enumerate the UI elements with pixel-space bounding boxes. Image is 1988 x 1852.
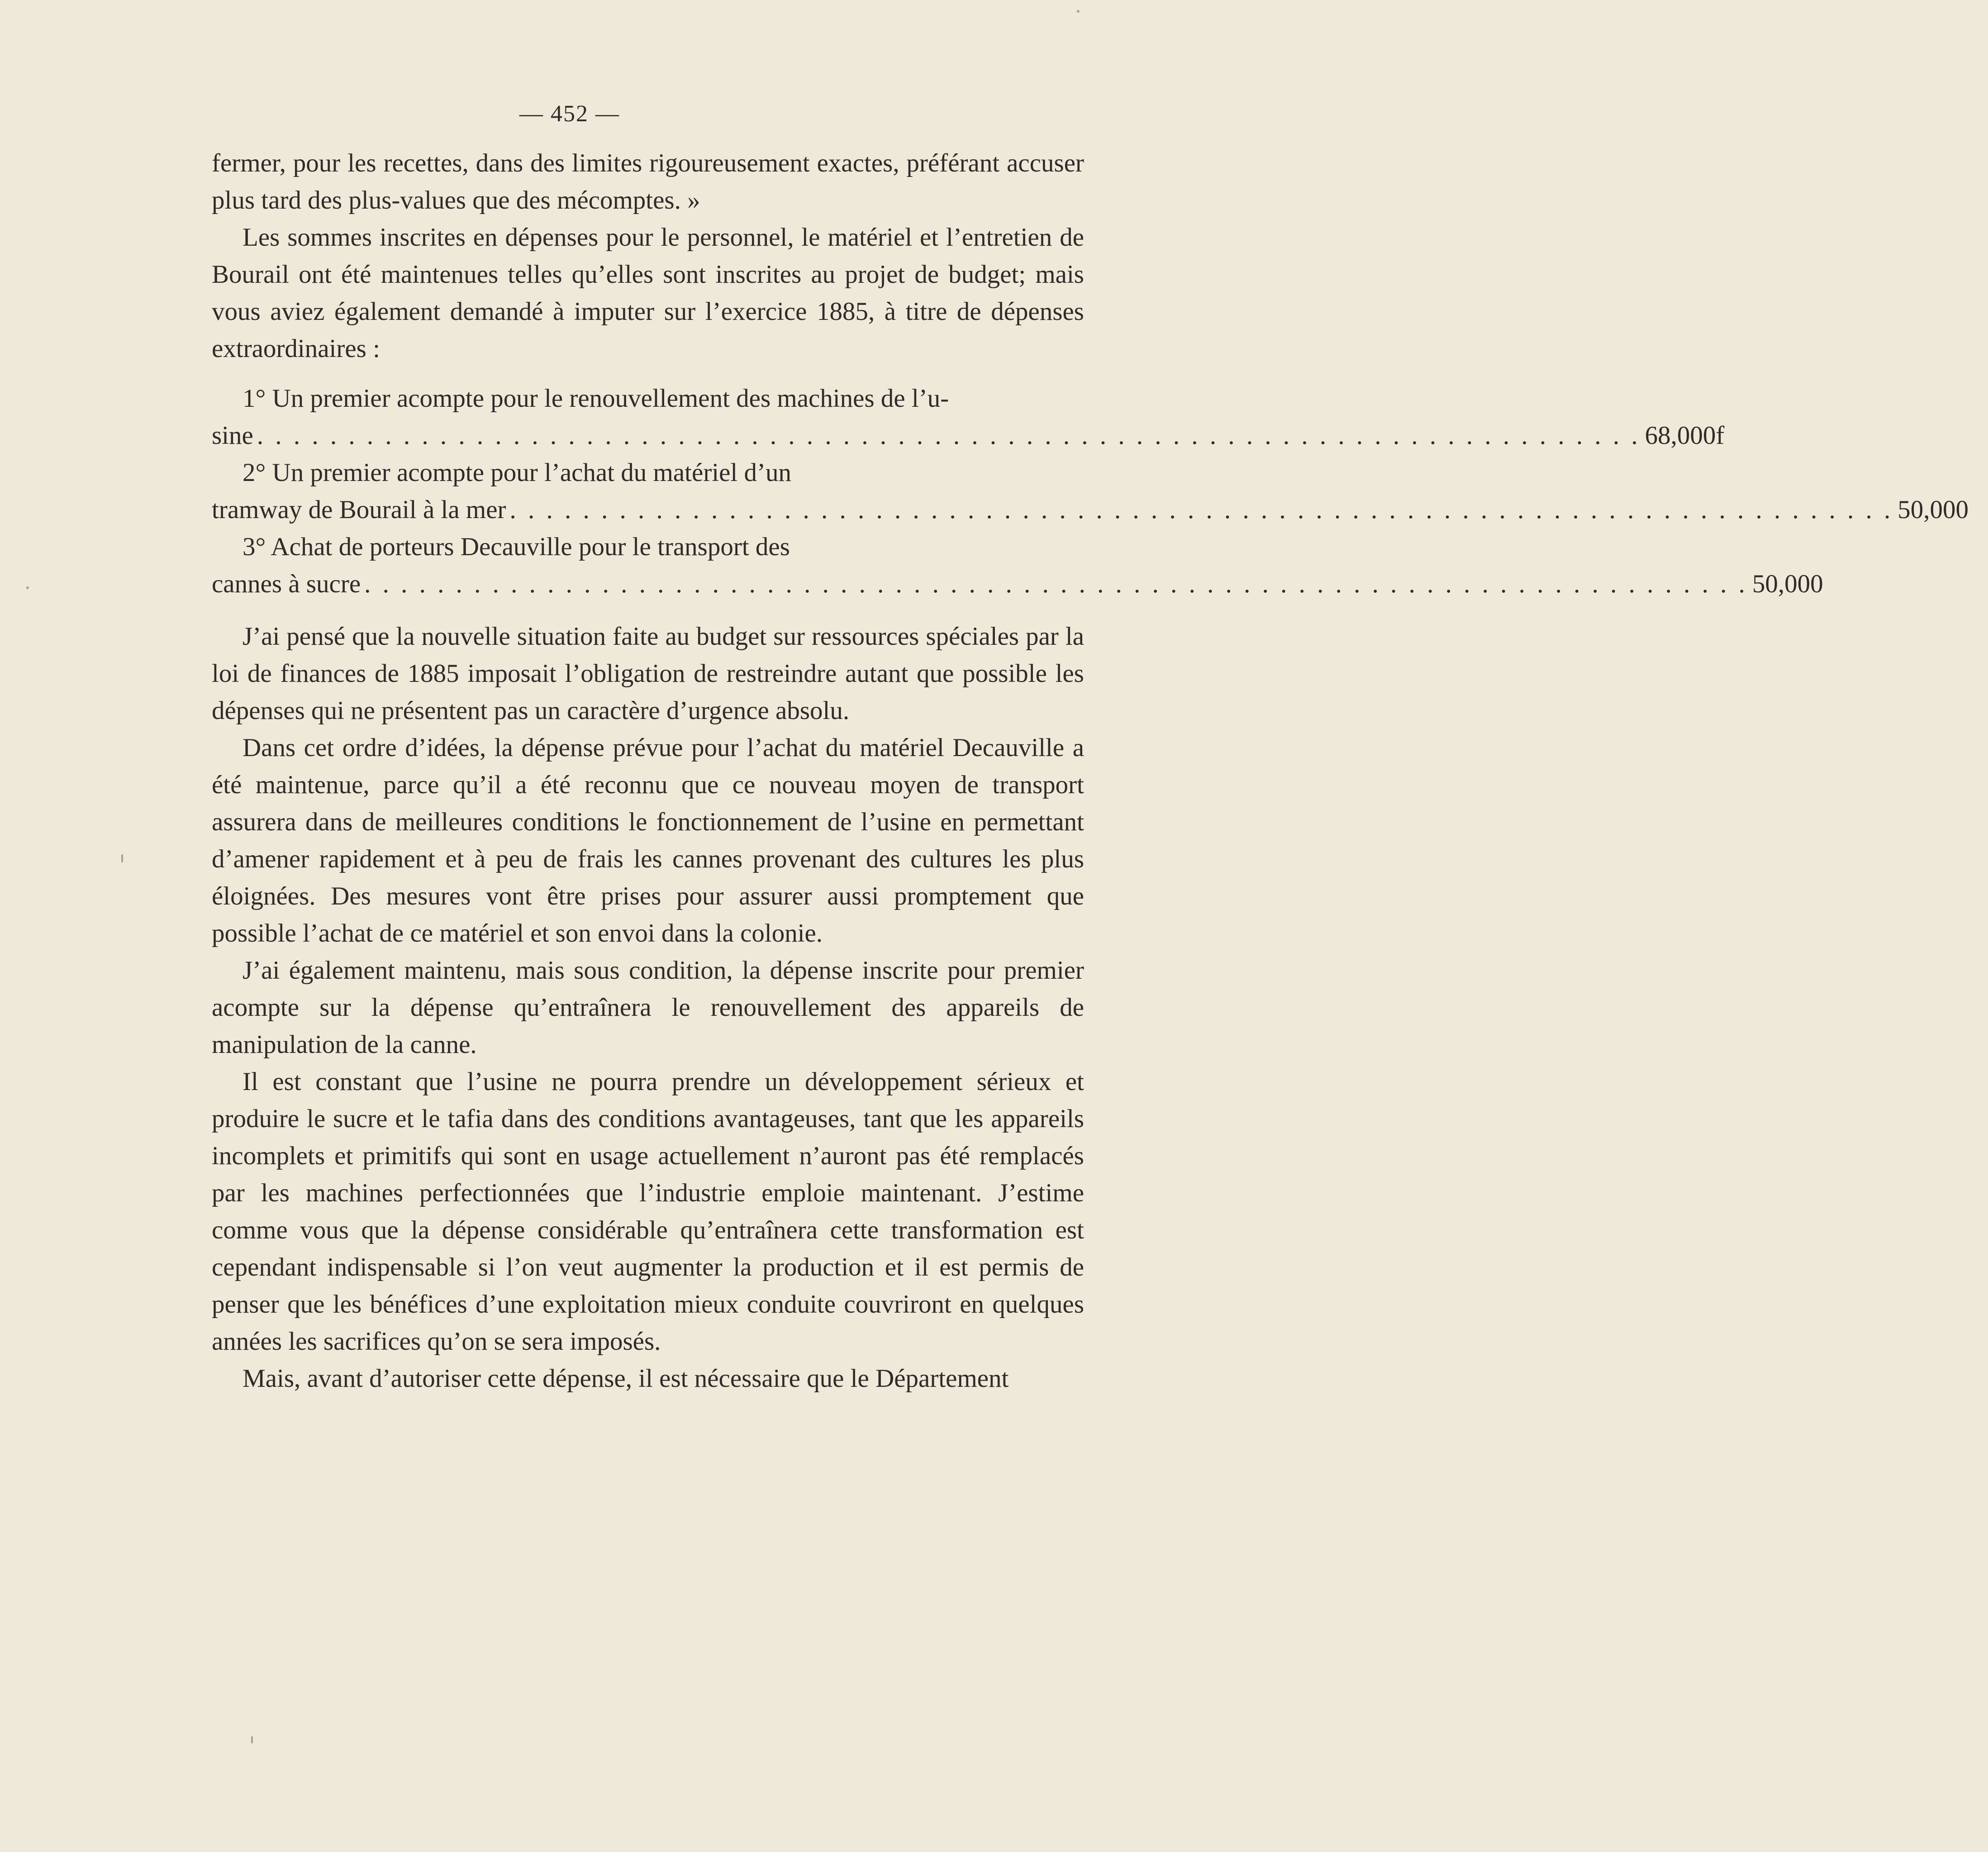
expense-item-1-label: sine: [212, 421, 253, 450]
paper-speck: [26, 586, 29, 589]
expense-item-3-text: 3° Achat de porteurs Decauville pour le transport des: [243, 533, 790, 561]
leader-dots: . . . . . . . . . . . . . . . . . . . . . . . . . . . . . . . . . . . . . . . . . . . . . . . . . . . . . . . . . . . . . . . . . . . . . . . . . . . .: [257, 421, 1641, 450]
expense-item-1-amount: 68,000f: [1645, 421, 1725, 450]
body-text: [212, 145, 1969, 1397]
expense-item-1-row: [212, 417, 1725, 454]
expense-item-2-row: [212, 491, 1969, 528]
expense-item-2-amount: 50,000: [1898, 495, 1969, 524]
expense-item-2-label: tramway de Bourail à la mer: [212, 495, 506, 524]
expense-item-3-row: [212, 566, 1823, 603]
paper-speck: [251, 1736, 253, 1743]
paragraph-2: Les sommes inscrites en dépenses pour le personnel, le matériel et l’entretien de Bourail ont été maintenues telles qu’elles sont inscrites au projet de budget; mais vous aviez également demandé à imputer sur l’exercice 1885, à titre de dépenses extraordinaires :: [212, 223, 1084, 363]
paper-speck: [121, 854, 123, 862]
paragraph-7: Mais, avant d’autoriser cette dépense, il est nécessaire que le Département: [243, 1364, 1009, 1393]
paragraph-1: fermer, pour les recettes, dans des limites rigoureusement exactes, préférant accuser plus tard des plus-values que des mécomptes. »: [212, 149, 1084, 214]
paragraph-6: Il est constant que l’usine ne pourra prendre un développement sérieux et produire le sucre et le tafia dans des conditions avantageuses, tant que les appareils incomplets et primitifs qui sont en usage actuellement n’auront pas été remplacés par les machines perfectionnées que l’industrie emploie maintenant. J’estime comme vous que la dépense considérable qu’entraînera cette transformation est cependant indispensable si l’on veut augmenter la production et il est permis de penser que les bénéfices d’une exploitation mieux conduite couvriront en quelques années les sacrifices qu’on se sera imposés.: [212, 1067, 1084, 1356]
page-number: — 452 —: [519, 101, 620, 127]
expense-item-3: [212, 528, 1823, 603]
expense-item-1: [212, 380, 1725, 454]
leader-dots: . . . . . . . . . . . . . . . . . . . . . . . . . . . . . . . . . . . . . . . . . . . . . . . . . . . . . . . . . . . . . . . . . . . . . . . . . . . .: [364, 570, 1748, 598]
expense-item-1-text: 1° Un premier acompte pour le renouvellement des machines de l’u-: [243, 384, 949, 413]
expense-item-3-amount: 50,000: [1752, 570, 1823, 598]
expense-item-2-text: 2° Un premier acompte pour l’achat du matériel d’un: [243, 458, 792, 487]
paragraph-4: Dans cet ordre d’idées, la dépense prévue pour l’achat du matériel Decauville a été maintenue, parce qu’il a été reconnu que ce nouveau moyen de transport assurera dans de meilleures conditions le fonctionnement de l’usine en permettant d’amener rapidement et à peu de frais les cannes provenant des cultures les plus éloignées. Des mesures vont être prises pour assurer aussi promptement que possible l’achat de ce matériel et son envoi dans la colonie.: [212, 733, 1084, 947]
expense-item-2: [212, 454, 1969, 528]
paragraph-5: J’ai également maintenu, mais sous condition, la dépense inscrite pour premier acompte sur la dépense qu’entraînera le renouvellement des appareils de manipulation de la canne.: [212, 956, 1084, 1059]
paper-speck: [1077, 10, 1080, 13]
leader-dots: . . . . . . . . . . . . . . . . . . . . . . . . . . . . . . . . . . . . . . . . . . . . . . . . . . . . . . . . . . . . . . . . . . . . . . . . . . . .: [509, 495, 1893, 524]
paragraph-3: J’ai pensé que la nouvelle situation faite au budget sur ressources spéciales par la loi de finances de 1885 imposait l’obligation de restreindre autant que possible les dépenses qui ne présentent pas un caractère d’urgence absolu.: [212, 622, 1084, 725]
expense-item-3-label: cannes à sucre: [212, 570, 361, 598]
